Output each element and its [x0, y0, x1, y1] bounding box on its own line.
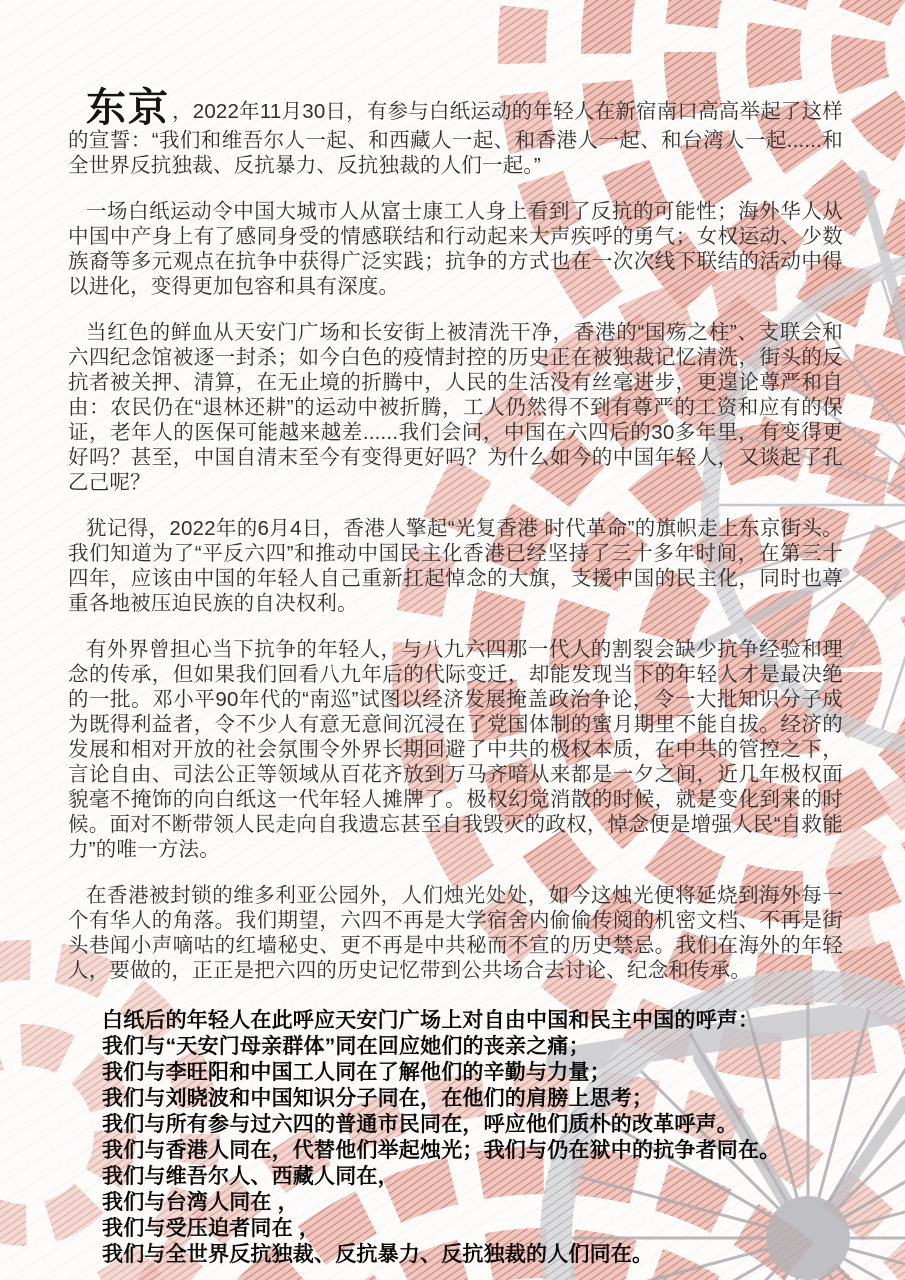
opening-paragraph-text: ，2022年11月30日，有参与白纸运动的年轻人在新宿南口高高举起了这样的宣誓：“我们和维吾尔人一起、和西藏人一起、和香港人一起、和台湾人一起......和全世界反抗独裁、反抗暴力、反抗独裁的人们一起。” [68, 100, 844, 177]
manifesto-heading: 白纸后的年轻人在此呼应天安门广场上对自由中国和民主中国的呼声： [102, 1009, 760, 1032]
city-title: 东京 [86, 86, 171, 130]
opening-paragraph [68, 88, 843, 178]
manifesto-line: 我们与受压迫者同在 ， [102, 1217, 321, 1240]
manifesto-line: 我们与“天安门母亲群体”同在回应她们的丧亲之痛； [102, 1035, 590, 1058]
paragraph-generation-gap: 有外界曾担心当下抗争的年轻人，与八九六四那一代人的割裂会缺少抗争经验和理念的传承，但如果我们回看八九年后的代际变迁，却能发现当下的年轻人才是最决绝的一批。邓小平90年代的“南巡”试图以经济发展掩盖政治争论，令一大批知识分子成为既得利益者，令不少人有意无意间沉浸在了党国体制的蜜月期里不能自拔。经济的发展和相对开放的社会氛围令外界长期回避了中共的极权本质，在中共的管控之下，言论自由、司法公正等领域从百花齐放到万马齐喑从来都是一夕之间，近几年极权面貌毫不掩饰的向白纸这一代年轻人摊牌了。极权幻觉消散的时候，就是变化到来的时候。面对不断带领人民走向自我遗忘甚至自我毁灭的政权，悼念便是增强人民“自救能力”的唯一方法。 [68, 638, 843, 861]
paragraph-candlelight: 在香港被封锁的维多利亚公园外，人们烛光处处，如今这烛光便将延烧到海外每一个有华人的角落。我们期望，六四不再是大学宿舍内偷偷传阅的机密文档、不再是街头巷闻小声嘀咕的红墙秘史、更不再是中共秘而不宣的历史禁忌。我们在海外的年轻人，要做的，正正是把六四的历史记忆带到公共场合去讨论、纪念和传承。 [68, 884, 843, 982]
manifesto-line: 我们与台湾人同在 ， [102, 1191, 299, 1214]
manifesto-line: 我们与全世界反抗独裁、反抗暴力、反抗独裁的人们同在。 [102, 1243, 654, 1266]
manifesto-line: 我们与所有参与过六四的普通市民同在，呼应他们质朴的改革呼声。 [102, 1113, 738, 1136]
manifesto-line: 我们与维吾尔人、西藏人同在， [102, 1165, 399, 1188]
manifesto-line: 我们与刘晓波和中国知识分子同在，在他们的肩膀上思考； [102, 1087, 654, 1110]
statement-text [68, 88, 843, 1268]
paragraph-white-paper-movement: 一场白纸运动令中国大城市人从富士康工人身上看到了反抗的可能性；海外华人从中国中产身上有了感同身受的情感联结和行动起来大声疾呼的勇气；女权运动、少数族裔等多元观点在抗争中获得广泛实践；抗争的方式也在一次次线下联结的活动中得以进化，变得更加包容和具有深度。 [68, 200, 843, 298]
manifesto-line: 我们与李旺阳和中国工人同在了解他们的辛勤与力量； [102, 1061, 611, 1084]
manifesto-line: 我们与香港人同在，代替他们举起烛光；我们与仍在狱中的抗争者同在。 [102, 1139, 781, 1162]
manifesto-section [102, 1008, 843, 1268]
paragraph-erased-history: 当红色的鲜血从天安门广场和长安街上被清洗干净，香港的“国殇之柱”、支联会和六四纪念馆被逐一封杀；如今白色的疫情封控的历史正在被独裁记忆清洗，街头的反抗者被关押、清算，在无止境的折腾中，人民的生活没有丝毫进步，更遑论尊严和自由：农民仍在“退林还耕”的运动中被折腾，工人仍然得不到有尊严的工资和应有的保证，老年人的医保可能越来越差......我们会问，中国在六四后的30多年里，有变得更好吗？甚至，中国自清末至今有变得更好吗？为什么如今的中国年轻人，又谈起了孔乙己呢？ [68, 321, 843, 494]
paragraph-hong-kong-tokyo: 犹记得，2022年的6月4日，香港人擎起“光复香港 时代革命”的旗帜走上东京街头。我们知道为了“平反六四”和推动中国民主化香港已经坚持了三十多年时间，在第三十四年，应该由中国的年轻人自己重新扛起悼念的大旗，支援中国的民主化，同时也尊重各地被压迫民族的自决权利。 [68, 517, 843, 615]
